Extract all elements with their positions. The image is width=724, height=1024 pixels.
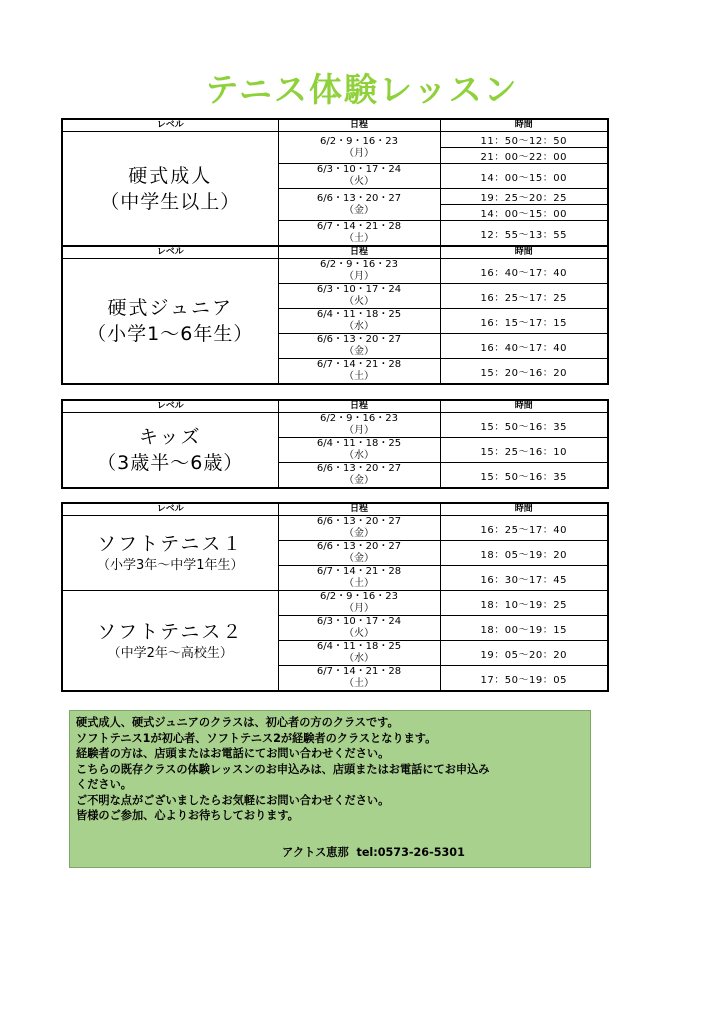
time-cell: 18：05～19：20 [440,541,608,566]
header-level: レベル [62,119,278,132]
level-sub: （中学生以上） [100,190,241,213]
level-sub: （小学1～6年生） [87,323,254,345]
time-cell: 16：25～17：40 [440,516,608,541]
date-text: 6/6・13・20・27 [316,334,402,345]
date-cell [278,463,440,489]
header-time: 時間 [440,400,608,413]
date-text: 6/2・9・16・23 [320,259,398,270]
time-cell: 16：25～17：25 [440,284,608,309]
level-name: ソフトテニス２ [97,620,244,643]
level-cell [62,132,278,247]
date-cell [278,641,440,666]
day-text: （月） [344,603,374,614]
date-cell [278,284,440,309]
time-cell: 16：40～17：40 [440,259,608,284]
header-level: レベル [62,400,278,413]
header-date: 日程 [278,119,440,132]
header-level: レベル [62,246,278,259]
date-text: 6/6・13・20・27 [316,541,402,552]
day-text: （金） [344,475,374,486]
level-cell [62,259,278,385]
date-text: 6/2・9・16・23 [320,413,398,424]
time-cell: 15：25～16：10 [440,438,608,463]
day-text: （月） [344,147,374,159]
day-text: （土） [344,678,374,689]
date-text: 6/7・14・21・28 [316,359,402,370]
note-line: ソフトテニス1が初心者、ソフトテニス2が経験者のクラスとなります。 [76,731,437,745]
date-text: 6/6・13・20・27 [316,463,402,474]
level-name: キッズ [138,426,202,448]
time-cell: 16：30～17：45 [440,566,608,591]
day-text: （金） [344,553,374,564]
time-cell: 15：20～16：20 [440,359,608,385]
date-cell [278,164,440,189]
day-text: （水） [344,321,374,332]
date-cell [278,221,440,247]
date-text: 6/6・13・20・27 [316,192,402,204]
header-date: 日程 [278,503,440,516]
date-text: 6/7・14・21・28 [316,666,402,677]
note-line: 皆様のご参加、心よりお待ちしております。 [76,809,299,822]
level-sub: （中学2年～高校生） [107,645,233,661]
date-text: 6/3・10・17・24 [316,164,402,175]
day-text: （月） [344,271,374,282]
schedule-table-adult [61,118,609,247]
time-cell: 15：50～16：35 [440,463,608,489]
note-line: 経験者の方は、店頭またはお電話にてお問い合わせください。 [76,747,390,760]
time-cell: 15：50～16：35 [440,413,608,438]
header-date: 日程 [278,400,440,413]
day-text: （月） [344,425,374,436]
date-cell [278,616,440,641]
time-cell: 11：50～12：50 [440,132,608,148]
time-cell: 12：55～13：55 [440,221,608,247]
time-cell: 19：25～20：25 [440,189,608,205]
level-sub: （3歳半～6歳） [97,452,244,474]
date-text: 6/2・9・16・23 [320,135,398,147]
time-cell: 19：05～20：20 [440,641,608,666]
time-cell: 16：40～17：40 [440,334,608,359]
date-text: 6/6・13・20・27 [316,516,402,527]
header-time: 時間 [440,503,608,516]
notes-box [69,710,591,868]
schedule-table-kids [61,399,609,489]
time-cell: 16：15～17：15 [440,309,608,334]
note-line: 硬式成人、硬式ジュニアのクラスは、初心者の方のクラスです。 [76,716,399,729]
header-time: 時間 [440,246,608,259]
date-cell [278,413,440,438]
level-cell [62,413,278,489]
header-date: 日程 [278,246,440,259]
day-text: （金） [344,346,374,357]
store-name: アクトス恵那 [282,846,349,859]
date-cell [278,566,440,591]
date-text: 6/3・10・17・24 [316,616,402,627]
day-text: （火） [344,176,374,187]
level-name: ソフトテニス１ [97,533,244,555]
day-text: （火） [344,628,374,639]
note-line: こちらの既存クラスの体験レッスンのお申込みは、店頭またはお電話にてお申込み [76,762,490,776]
date-cell [278,309,440,334]
day-text: （金） [344,204,374,216]
date-cell [278,516,440,541]
date-text: 6/4・11・18・25 [316,438,402,449]
day-text: （土） [344,578,374,589]
contact-info [282,845,465,861]
time-cell: 17：50～19：05 [440,666,608,692]
level-cell [62,516,278,591]
level-sub: （小学3年～中学1年生） [96,558,244,573]
date-cell [278,334,440,359]
date-text: 6/4・11・18・25 [316,309,402,320]
day-text: （土） [344,233,374,244]
date-text: 6/3・10・17・24 [316,284,402,295]
time-cell: 14：00～15：00 [440,164,608,189]
note-line: ください。 [76,778,132,791]
date-text: 6/7・14・21・28 [316,566,402,577]
header-level: レベル [62,503,278,516]
note-line: ご不明な点がございましたらお気軽にお問い合わせください。 [76,793,390,807]
date-cell [278,132,440,164]
time-cell: 18：10～19：25 [440,591,608,616]
time-cell: 21：00～22：00 [440,148,608,164]
day-text: （水） [344,450,374,461]
phone-number: tel:0573-26-5301 [356,846,465,859]
date-text: 6/7・14・21・28 [316,221,402,232]
date-cell [278,189,440,221]
date-cell [278,666,440,692]
date-cell [278,438,440,463]
time-cell: 18：00～19：15 [440,616,608,641]
level-cell [62,591,278,692]
day-text: （土） [344,371,374,382]
day-text: （金） [344,528,374,539]
day-text: （水） [344,653,374,664]
header-time: 時間 [440,119,608,132]
date-cell [278,359,440,385]
page-title: テニス体験レッスン [205,70,519,109]
date-cell [278,541,440,566]
level-name: 硬式ジュニア [107,297,234,319]
schedule-table-junior [61,245,609,385]
day-text: （火） [344,296,374,307]
date-cell [278,259,440,284]
time-cell: 14：00～15：00 [440,205,608,221]
date-cell [278,591,440,616]
date-text: 6/2・9・16・23 [320,591,398,602]
level-name: 硬式成人 [128,164,213,187]
schedule-table-soft-tennis [61,502,609,692]
date-text: 6/4・11・18・25 [316,641,402,652]
